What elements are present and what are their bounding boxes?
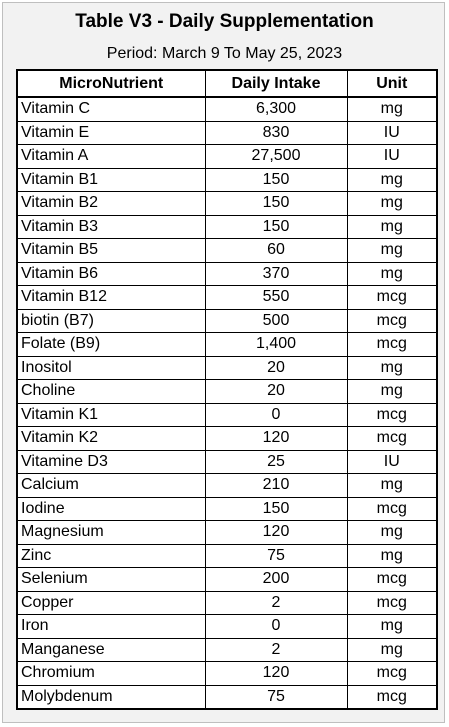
cell-daily-intake: 0: [205, 615, 347, 639]
cell-nutrient-name: Vitamin B1: [17, 168, 205, 192]
cell-nutrient-name: Iodine: [17, 497, 205, 521]
table-row: [17, 356, 437, 380]
cell-daily-intake: 75: [205, 685, 347, 709]
table-row: [17, 97, 437, 121]
nutrient-table: [16, 69, 438, 710]
cell-unit: mg: [347, 215, 437, 239]
cell-daily-intake: 20: [205, 356, 347, 380]
table-row: [17, 262, 437, 286]
period-caption: Period: March 9 To May 25, 2023: [106, 45, 343, 62]
cell-nutrient-name: Vitamin B5: [17, 239, 205, 263]
cell-nutrient-name: Vitamin A: [17, 145, 205, 169]
cell-daily-intake: 150: [205, 192, 347, 216]
cell-daily-intake: 27,500: [205, 145, 347, 169]
table-title: Table V3 - Daily Supplementation: [75, 11, 374, 32]
cell-daily-intake: 6,300: [205, 97, 347, 121]
cell-nutrient-name: Vitamin B12: [17, 286, 205, 310]
table-row: [17, 474, 437, 498]
cell-unit: mg: [347, 521, 437, 545]
cell-nutrient-name: Folate (B9): [17, 333, 205, 357]
cell-daily-intake: 370: [205, 262, 347, 286]
cell-daily-intake: 210: [205, 474, 347, 498]
cell-unit: mg: [347, 544, 437, 568]
cell-nutrient-name: Vitamin B3: [17, 215, 205, 239]
cell-unit: mg: [347, 262, 437, 286]
cell-unit: mcg: [347, 685, 437, 709]
table-row: [17, 380, 437, 404]
cell-daily-intake: 120: [205, 521, 347, 545]
cell-unit: mcg: [347, 497, 437, 521]
cell-unit: mg: [347, 97, 437, 121]
cell-unit: IU: [347, 121, 437, 145]
cell-nutrient-name: Vitamin K1: [17, 403, 205, 427]
cell-nutrient-name: Vitamin E: [17, 121, 205, 145]
table-row: [17, 145, 437, 169]
supplementation-panel: [2, 2, 445, 723]
cell-nutrient-name: Vitamin K2: [17, 427, 205, 451]
cell-nutrient-name: Molybdenum: [17, 685, 205, 709]
cell-daily-intake: 1,400: [205, 333, 347, 357]
cell-nutrient-name: Choline: [17, 380, 205, 404]
table-row: [17, 450, 437, 474]
cell-nutrient-name: Vitamine D3: [17, 450, 205, 474]
table-body: [17, 97, 437, 709]
cell-nutrient-name: Magnesium: [17, 521, 205, 545]
table-row: [17, 497, 437, 521]
cell-nutrient-name: Zinc: [17, 544, 205, 568]
cell-unit: mcg: [347, 403, 437, 427]
cell-daily-intake: 550: [205, 286, 347, 310]
table-row: [17, 168, 437, 192]
table-row: [17, 192, 437, 216]
cell-unit: mcg: [347, 591, 437, 615]
cell-daily-intake: 60: [205, 239, 347, 263]
cell-nutrient-name: Iron: [17, 615, 205, 639]
cell-nutrient-name: Chromium: [17, 662, 205, 686]
cell-daily-intake: 20: [205, 380, 347, 404]
cell-daily-intake: 0: [205, 403, 347, 427]
table-row: [17, 309, 437, 333]
cell-nutrient-name: Copper: [17, 591, 205, 615]
table-row: [17, 403, 437, 427]
cell-unit: mg: [347, 168, 437, 192]
cell-unit: mcg: [347, 427, 437, 451]
cell-nutrient-name: Selenium: [17, 568, 205, 592]
cell-nutrient-name: Inositol: [17, 356, 205, 380]
cell-unit: mg: [347, 474, 437, 498]
cell-daily-intake: 2: [205, 591, 347, 615]
table-row: [17, 121, 437, 145]
table-row: [17, 239, 437, 263]
table-header: [17, 70, 437, 97]
cell-unit: mcg: [347, 286, 437, 310]
cell-daily-intake: 2: [205, 638, 347, 662]
column-header-micronutrient: MicroNutrient: [17, 70, 205, 97]
cell-unit: IU: [347, 145, 437, 169]
table-row: [17, 286, 437, 310]
cell-nutrient-name: Vitamin C: [17, 97, 205, 121]
cell-unit: mg: [347, 380, 437, 404]
table-row: [17, 615, 437, 639]
cell-unit: mg: [347, 615, 437, 639]
table-row: [17, 662, 437, 686]
table-row: [17, 591, 437, 615]
cell-unit: mg: [347, 356, 437, 380]
cell-daily-intake: 150: [205, 168, 347, 192]
cell-daily-intake: 200: [205, 568, 347, 592]
cell-nutrient-name: biotin (B7): [17, 309, 205, 333]
cell-daily-intake: 150: [205, 497, 347, 521]
table-row: [17, 544, 437, 568]
header-row: [17, 70, 437, 97]
table-row: [17, 215, 437, 239]
cell-nutrient-name: Vitamin B6: [17, 262, 205, 286]
cell-daily-intake: 500: [205, 309, 347, 333]
cell-unit: mg: [347, 638, 437, 662]
cell-unit: mcg: [347, 568, 437, 592]
cell-unit: mg: [347, 239, 437, 263]
cell-daily-intake: 120: [205, 427, 347, 451]
cell-unit: IU: [347, 450, 437, 474]
cell-daily-intake: 75: [205, 544, 347, 568]
column-header-unit: Unit: [347, 70, 437, 97]
column-header-daily-intake: Daily Intake: [205, 70, 347, 97]
cell-daily-intake: 120: [205, 662, 347, 686]
cell-nutrient-name: Manganese: [17, 638, 205, 662]
table-row: [17, 638, 437, 662]
cell-unit: mg: [347, 192, 437, 216]
cell-unit: mcg: [347, 309, 437, 333]
cell-nutrient-name: Vitamin B2: [17, 192, 205, 216]
cell-unit: mcg: [347, 333, 437, 357]
table-row: [17, 427, 437, 451]
table-row: [17, 568, 437, 592]
cell-unit: mcg: [347, 662, 437, 686]
table-row: [17, 521, 437, 545]
cell-daily-intake: 150: [205, 215, 347, 239]
cell-nutrient-name: Calcium: [17, 474, 205, 498]
cell-daily-intake: 25: [205, 450, 347, 474]
table-row: [17, 333, 437, 357]
cell-daily-intake: 830: [205, 121, 347, 145]
table-row: [17, 685, 437, 709]
